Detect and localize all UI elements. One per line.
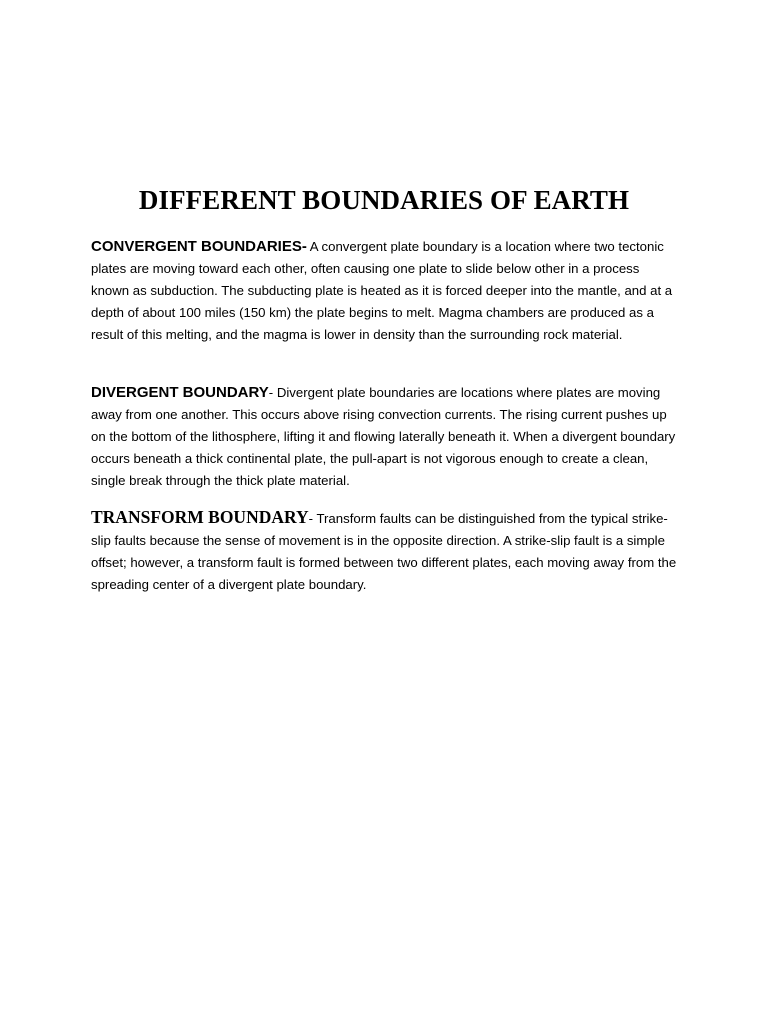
section-divergent — [91, 382, 681, 492]
section-heading-convergent: CONVERGENT BOUNDARIES- — [91, 238, 307, 255]
section-body-transform: - Transform faults can be distinguished from the typical strike-slip faults because the sense of movement is in the opposite direction. A strike-slip fault is a simple offset; however, a transform fault is formed between two different plates, each moving away from the spreading center of a divergent plate boundary. — [91, 511, 677, 592]
page-title: DIFFERENT BOUNDARIES OF EARTH — [138, 185, 630, 215]
section-transform — [91, 506, 681, 596]
section-heading-divergent: DIVERGENT BOUNDARY — [91, 384, 269, 401]
section-convergent — [91, 236, 681, 346]
section-heading-transform: TRANSFORM BOUNDARY — [91, 507, 309, 527]
section-body-convergent: A convergent plate boundary is a location where two tectonic plates are moving toward each other, often causing one plate to slide below other in a process known as subduction. The subducting plate is heated as it is forced deeper into the mantle, and at a depth of about 100 miles (150 km) the plate begins to melt. Magma chambers are produced as a result of this melting, and the magma is lower in density than the surrounding rock material. — [91, 239, 673, 342]
section-body-divergent: - Divergent plate boundaries are locations where plates are moving away from one another. This occurs above rising convection currents. The rising current pushes up on the bottom of the lithosphere, lifting it and flowing laterally beneath it. When a divergent boundary occurs beneath a thick continental plate, the pull-apart is not vigorous enough to create a clean, single break through the thick plate material. — [91, 385, 676, 488]
